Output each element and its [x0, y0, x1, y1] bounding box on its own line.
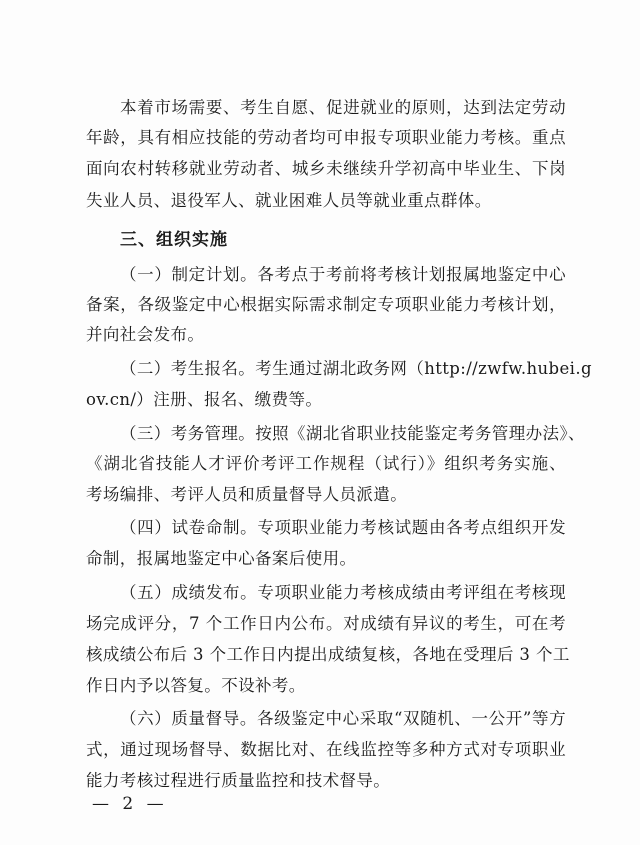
item-4-title: （四）试卷命制。 [120, 518, 258, 537]
item-3-title: （三）考务管理。 [120, 424, 256, 443]
item-5-title: （五）成绩发布。 [120, 583, 258, 602]
item-6-line-3: 能力考核过程进行质量监控和技术督导。 [86, 771, 391, 790]
item-5-line-2: 场完成评分，7 个工作日内公布。对成绩有异议的考生，可在考 [86, 614, 566, 633]
item-6-line-1 [120, 708, 566, 730]
item-4-line-2: 命制，报属地鉴定中心备案后使用。 [86, 549, 357, 568]
item-2-line-2: ov.cn/）注册、报名、缴费等。 [86, 390, 323, 409]
item-5-line-1 [120, 582, 566, 604]
item-3-line-1 [120, 423, 585, 445]
item-4-text: 专项职业能力考核试题由各考点组织开发 [257, 518, 566, 537]
item-5-line-4: 作日内予以答复。不设补考。 [86, 676, 306, 695]
item-1-line-2: 备案，各级鉴定中心根据实际需求制定专项职业能力考核计划， [86, 295, 566, 314]
item-1-text: 各考点于考前将考核计划报属地鉴定中心 [257, 265, 566, 284]
intro-line-1: 本着市场需要、考生自愿、促进就业的原则，达到法定劳动 [120, 98, 566, 117]
intro-line-4: 失业人员、退役军人、就业困难人员等就业重点群体。 [86, 191, 492, 210]
item-6-title: （六）质量督导。 [120, 709, 257, 728]
item-1-line-3: 并向社会发布。 [86, 325, 205, 344]
item-2-title: （二）考生报名。 [120, 359, 256, 378]
item-3-line-3: 考场编排、考评人员和质量督导人员派遣。 [86, 485, 408, 504]
item-1-line-1 [120, 264, 566, 286]
item-2-text: 考生通过湖北政务网（http://zwfw.hubei.g [255, 359, 592, 378]
item-6-line-2: 式，通过现场督导、数据比对、在线监控等多种方式对专项职业 [86, 740, 566, 759]
item-3-line-2: 《湖北省技能人才评价考评工作规程（试行）》组织考务实施、 [86, 454, 566, 473]
section-heading: 三、组织实施 [120, 230, 228, 250]
intro-line-3: 面向农村转移就业劳动者、城乡未继续升学初高中毕业生、下岗 [86, 159, 566, 178]
item-5-line-3: 核成绩公布后 3 个工作日内提出成绩复核，各地在受理后 3 个工 [86, 645, 570, 664]
intro-line-2: 年龄，具有相应技能的劳动者均可申报专项职业能力考核。重点 [86, 128, 566, 147]
item-3-text: 按照《湖北省职业技能鉴定考务管理办法》、 [255, 424, 585, 443]
item-4-line-1 [120, 517, 566, 539]
item-1-title: （一）制定计划。 [120, 265, 258, 284]
item-6-text: 各级鉴定中心采取“双随机、一公开”等方 [257, 709, 566, 728]
page-number: — 2 — [92, 794, 168, 814]
item-2-line-1 [120, 358, 592, 380]
item-5-text: 专项职业能力考核成绩由考评组在考核现 [257, 583, 566, 602]
